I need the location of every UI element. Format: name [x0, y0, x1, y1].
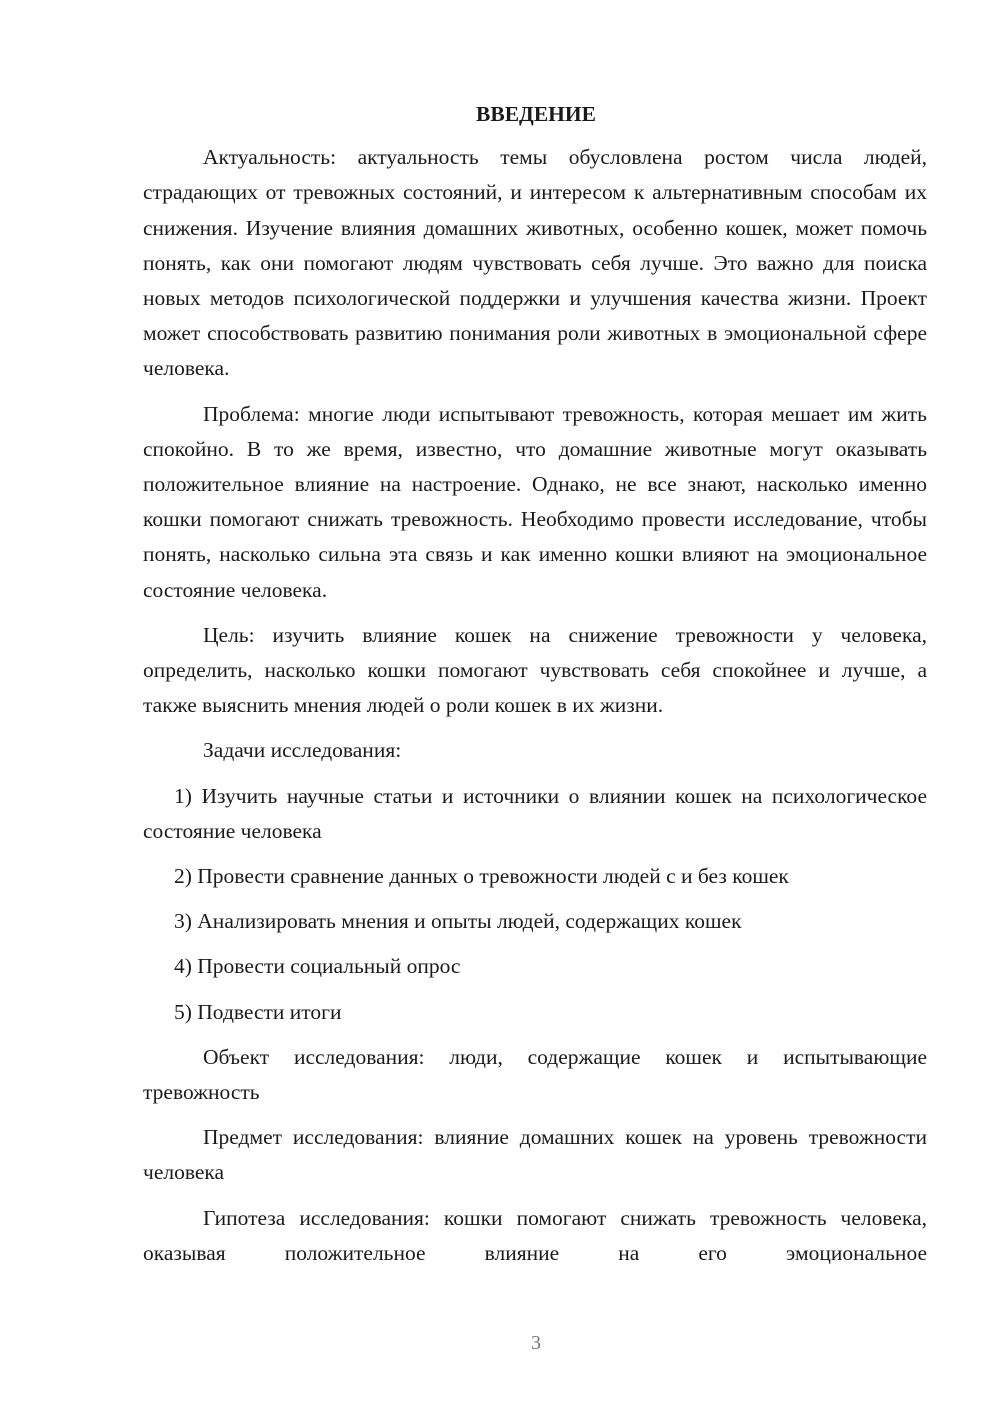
page-number: 3 — [531, 1332, 541, 1354]
tasks-heading: Задачи исследования: — [203, 738, 402, 763]
subject-paragraph: Предмет исследования: влияние домашних кошек на уровень тревожности человека — [143, 1125, 927, 1185]
task-item-3: 3) Анализировать мнения и опыты людей, содержащих кошек — [174, 909, 742, 934]
goal-paragraph: Цель: изучить влияние кошек на снижение тревожности у человека, определить, насколько кошки помогают чувствовать себя спокойнее и лучше, а также выяснить мнения людей о роли кошек в их жизни. — [143, 622, 927, 718]
task-item-2: 2) Провести сравнение данных о тревожности людей с и без кошек — [174, 864, 789, 889]
page-content — [143, 97, 927, 1281]
object-paragraph: Объект исследования: люди, содержащие кошек и испытывающие тревожность — [143, 1044, 927, 1105]
problem-paragraph: Проблема: многие люди испытывают тревожность, которая мешает им жить спокойно. В то же время, известно, что домашние животные могут оказывать положительное влияние на настроение. Однако, не все знают, насколько именно кошки помогают снижать тревожность. Необходимо провести исследование, чтобы понять, насколько сильна эта связь и как именно кошки влияют на эмоциональное состояние человека. — [143, 401, 927, 602]
hypothesis-paragraph: Гипотеза исследования: кошки помогают снижать тревожность человека, оказывая положительное влияние на его эмоциональное — [143, 1205, 927, 1265]
section-title: ВВЕДЕНИЕ — [476, 102, 596, 126]
task-item-5: 5) Подвести итоги — [174, 999, 342, 1024]
task-item-4: 4) Провести социальный опрос — [174, 954, 461, 979]
task-item-1: 1) Изучить научные статьи и источники о влиянии кошек на психологическое состояние человека — [143, 783, 927, 843]
relevance-paragraph: Актуальность: актуальность темы обусловлена ростом числа людей, страдающих от тревожных состояний, и интересом к альтернативным способам их снижения. Изучение влияния домашних животных, особенно кошек, может помочь понять, как они помогают людям чувствовать себя лучше. Это важно для поиска новых методов психологической поддержки и улучшения качества жизни. Проект может способствовать развитию понимания роли животных в эмоциональной сфере человека. — [143, 145, 927, 381]
